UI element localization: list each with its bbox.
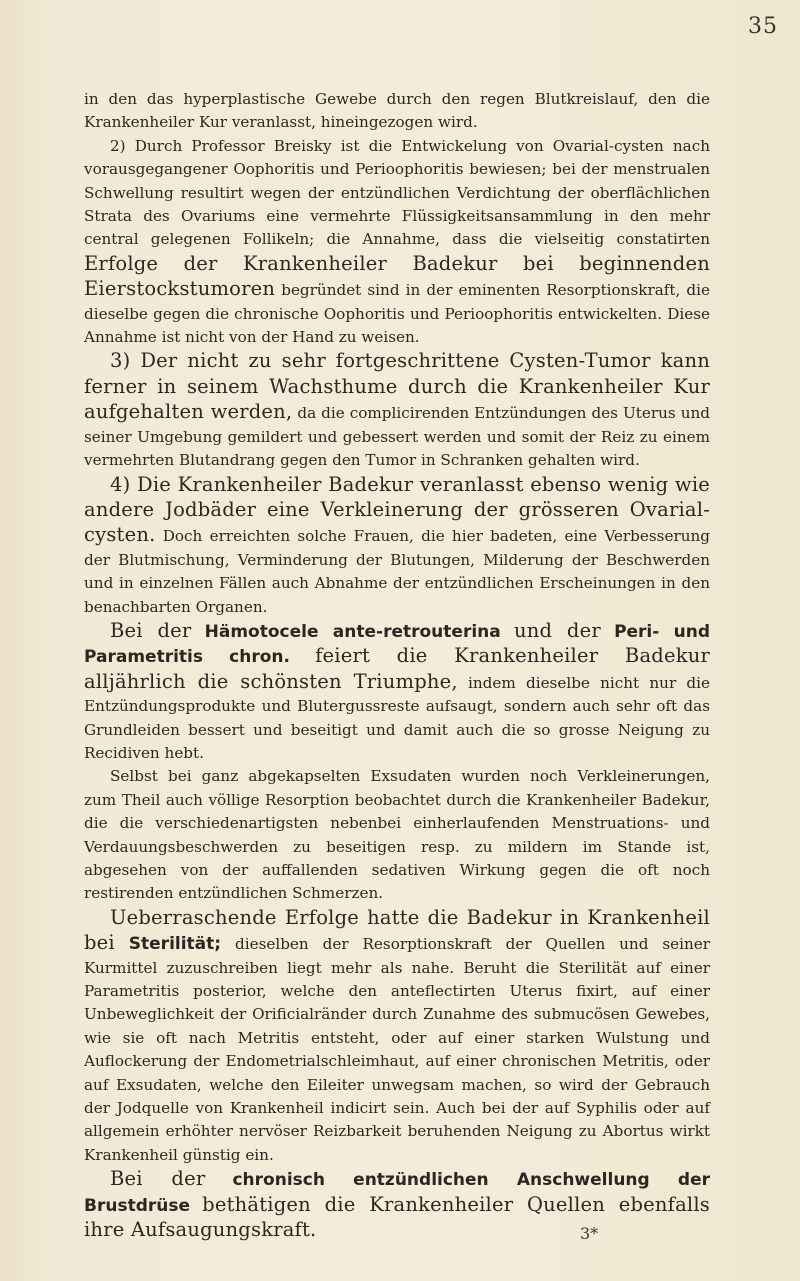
paragraph-1 (84, 88, 710, 135)
paragraph-7-emphasis: Ueberraschende Erfolge hatte die Badekur in Krankenheil bei (84, 905, 710, 955)
paragraph-6-text: Selbst bei ganz abgekapselten Exsudaten wurden noch Verkleinerungen, zum Theil auch völlige Resorption beobachtet durch die Krankenheiler Badekur, die die verschiedenartigsten nebenbei einherlaufenden Menstruations- und Verdauungsbeschwerden zu beseitigen resp. zu mildern im Stande ist, abgesehen von der auffallenden sedativen Wirkung gegen die oft noch restirenden entzündlichen Schmerzen. (84, 767, 710, 903)
paragraph-2-emphasis: Erfolge der Krankenheiler Badekur bei beginnenden Eierstockstumoren (84, 251, 710, 301)
paragraph-4-emphasis: 4) Die Krankenheiler Badekur veranlasst ebenso wenig wie andere Jodbäder eine Verkleinerung der grösseren Ovarial-cysten. (84, 472, 710, 547)
body-text (84, 88, 710, 1244)
paragraph-5-term-2: Peri- und Parametritis chron. (84, 621, 710, 668)
paragraph-2 (84, 135, 710, 350)
paragraph-1-text: in den das hyperplastische Gewebe durch den regen Blutkreislauf, den die Krankenheiler Kur veranlasst, hineingezogen wird. (84, 90, 710, 132)
paragraph-3-emphasis: 3) Der nicht zu sehr fortgeschrittene Cysten-Tumor kann ferner in seinem Wachsthume durch die Krankenheiler Kur aufgehalten werden, (84, 349, 710, 424)
page-number: 35 (748, 14, 778, 39)
paragraph-2-text: 2) Durch Professor Breisky ist die Entwickelung von Ovarial-cysten nach vorausgegangener Oophoritis und Perioophoritis bewiesen; bei der menstrualen Schwellung resultirt wegen der entzündlichen Verdichtung der oberflächlichen Strata des Ovariums eine vermehrte Flüssigkeitsansammlung in den mehr central gelegenen Follikeln; die Annahme, dass die vielseitig constatirten (84, 136, 710, 249)
paragraph-2-text-cont: begründet sind in der eminenten Resorptionskraft, die dieselbe gegen die chronische Oophoritis und Perioophoritis entwickelten. Diese Annahme ist nicht von der Hand zu weisen. (84, 281, 710, 347)
paragraph-5-term-1: Hämotocele ante-retrouterina (204, 621, 501, 642)
paragraph-5-emphasis: feiert die Krankenheiler Badekur alljährlich die schönsten Triumphe, (84, 644, 710, 693)
signature-mark: 3* (580, 1224, 599, 1243)
paragraph-8-emphasis: bethätigen die Krankenheiler Quellen ebenfalls ihre Aufsaugungskraft. (84, 1192, 710, 1242)
paragraph-5-lead: Bei der (110, 618, 192, 642)
paragraph-4-text: Doch erreichten solche Frauen, die hier badeten, eine Verbesserung der Blutmischung, Verminderung der Blutungen, Milderung der Beschwerden und in einzelnen Fällen auch Abnahme der entzündlichen Erscheinungen in den benachbarten Organen. (84, 527, 711, 616)
paragraph-4 (84, 473, 710, 619)
paragraph-5-conj: und der (513, 618, 601, 642)
paragraph-6 (84, 765, 710, 905)
paragraph-5 (84, 619, 710, 765)
paragraph-7-term: Sterilität; (128, 934, 222, 955)
paragraph-7-text: dieselben der Resorptionskraft der Quellen und seiner Kurmittel zuzuschreiben liegt mehr als nahe. Beruht die Sterilität auf einer Parametritis posterior, welche den anteflectirten Uterus fixirt, auf einer Unbeweglichkeit der Orificialränder durch Zunahme des submucösen Gewebes, wie sie oft nach Metritis entsteht, oder auf einer starken Wulstung und Auflockerung der Endometrialschleimhaut, auf einer chronischen Metritis, oder auf Exsudaten, welche den Eileiter unwegsam machen, so wird der Gebrauch der Jodquelle von Krankenheil indicirt sein. Auch bei der auf Syphilis oder auf allgemein erhöhter nervöser Reizbarkeit beruhenden Neigung zu Abortus wirkt Krankenheil günstig ein. (84, 935, 711, 1164)
paragraph-3 (84, 349, 710, 472)
paragraph-8 (84, 1167, 710, 1243)
paragraph-5-text: indem dieselbe nicht nur die Entzündungsprodukte und Blutergussreste aufsaugt, sondern auch sehr oft das Grundleiden bessert und beseitigt und damit auch die so grosse Neigung zu Recidiven hebt. (84, 673, 710, 762)
paragraph-7 (84, 906, 710, 1167)
paragraph-3-text: da die complicirenden Entzündungen des Uterus und seiner Umgebung gemildert und gebessert werden und somit der Reiz zu einem vermehrten Blutandrang gegen den Tumor in Schranken gehalten wird. (84, 404, 711, 470)
paragraph-8-lead: Bei der (110, 1167, 206, 1191)
paragraph-8-term: chronisch entzündlichen Anschwellung der Brustdrüse (84, 1170, 710, 1216)
